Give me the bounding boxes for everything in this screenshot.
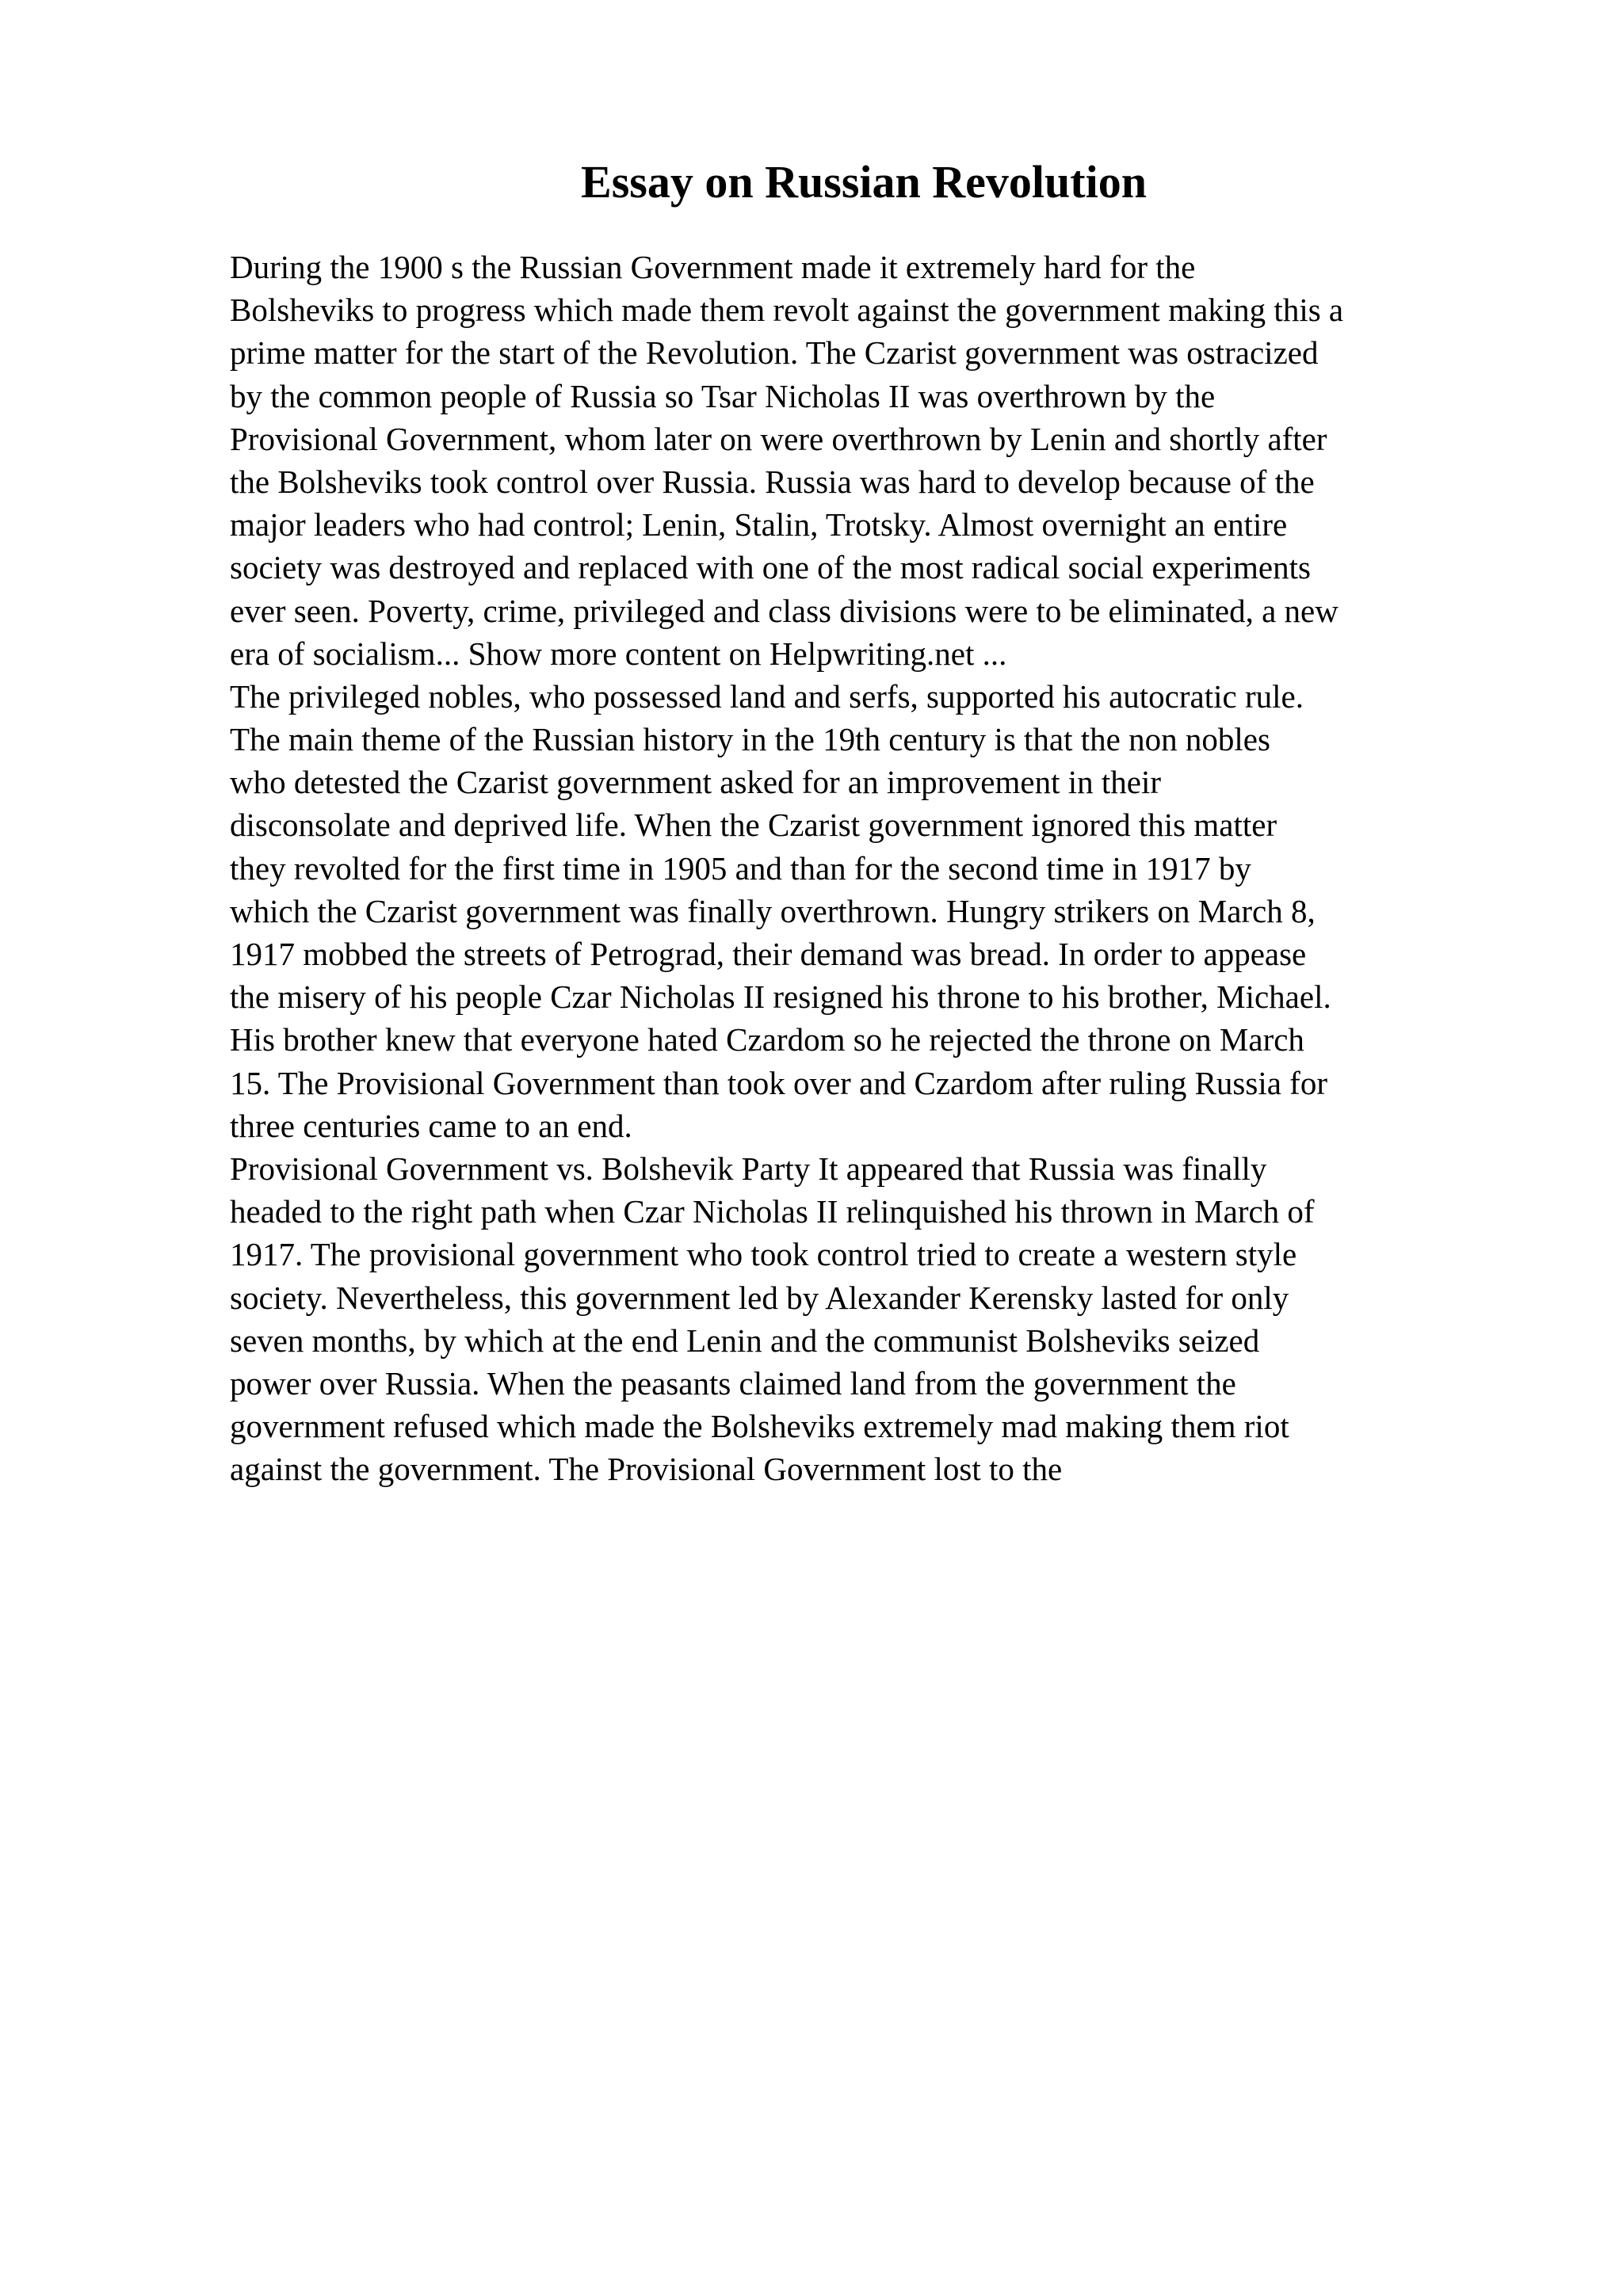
text-line: ever seen. Poverty, crime, privileged and class divisions were to be eliminated, a new (230, 592, 1338, 629)
text-line: major leaders who had control; Lenin, Stalin, Trotsky. Almost overnight an entire (230, 506, 1288, 543)
text-line: Provisional Government vs. Bolshevik Party It appeared that Russia was finally (230, 1150, 1267, 1187)
text-line: The privileged nobles, who possessed land and serfs, supported his autocratic rule. (230, 677, 1304, 715)
text-line: the Bolsheviks took control over Russia. Russia was hard to develop because of the (230, 463, 1315, 500)
text-line: which the Czarist government was finally overthrown. Hungry strikers on March 8, (230, 892, 1316, 929)
text-line: power over Russia. When the peasants claimed land from the government the (230, 1364, 1236, 1402)
essay-body (230, 246, 1593, 1490)
text-line: During the 1900 s the Russian Government made it extremely hard for the (230, 249, 1196, 285)
text-line: society was destroyed and replaced with one of the most radical social experiments (230, 549, 1311, 586)
text-line: who detested the Czarist government asked for an improvement in their (230, 764, 1161, 801)
text-line: Provisional Government, whom later on were overthrown by Lenin and shortly after (230, 420, 1327, 457)
text-line: government refused which made the Bolsheviks extremely mad making them riot (230, 1408, 1289, 1445)
text-line: seven months, by which at the end Lenin and the communist Bolsheviks seized (230, 1322, 1260, 1359)
text-line: era of socialism... Show more content on Helpwriting.net ... (230, 635, 1007, 672)
text-line: the misery of his people Czar Nicholas II resigned his throne to his brother, Michael. (230, 978, 1331, 1016)
text-line: three centuries came to an end. (230, 1107, 632, 1144)
text-line: against the government. The Provisional Government lost to the (230, 1451, 1063, 1488)
text-line: Bolsheviks to progress which made them revolt against the government making this a (230, 292, 1344, 329)
text-line: 1917 mobbed the streets of Petrograd, their demand was bread. In order to appease (230, 936, 1307, 972)
text-line: His brother knew that everyone hated Czardom so he rejected the throne on March (230, 1021, 1304, 1058)
text-line: society. Nevertheless, this government led by Alexander Kerensky lasted for only (230, 1279, 1289, 1316)
text-line: disconsolate and deprived life. When the Czarist government ignored this matter (230, 807, 1277, 844)
text-line: they revolted for the first time in 1905 and than for the second time in 1917 by (230, 849, 1251, 887)
text-line: The main theme of the Russian history in the 19th century is that the non nobles (230, 721, 1270, 758)
document-title: Essay on Russian Revolution (581, 156, 1147, 208)
text-line: 15. The Provisional Government than took over and Czardom after ruling Russia for (230, 1064, 1327, 1101)
text-line: by the common people of Russia so Tsar Nicholas II was overthrown by the (230, 377, 1216, 414)
text-line: headed to the right path when Czar Nicholas II relinquished his thrown in March of (230, 1193, 1315, 1230)
text-line: 1917. The provisional government who took control tried to create a western style (230, 1236, 1297, 1273)
text-line: prime matter for the start of the Revolution. The Czarist government was ostracized (230, 334, 1319, 372)
